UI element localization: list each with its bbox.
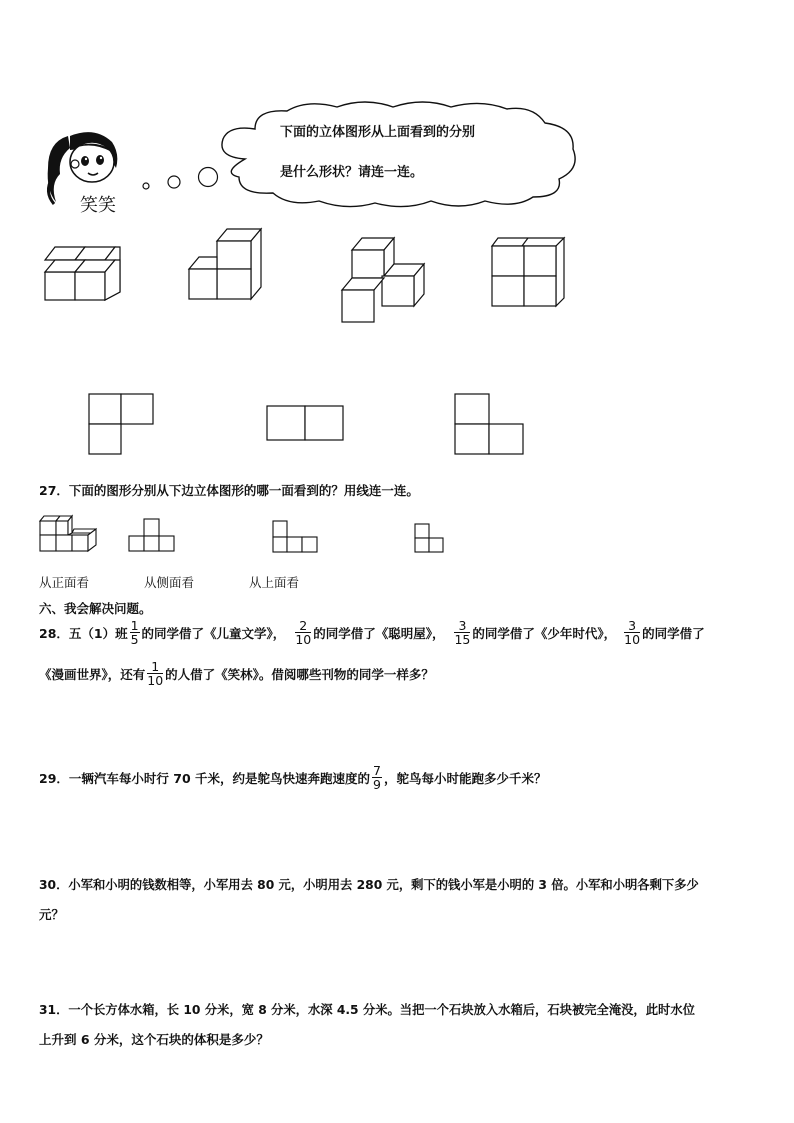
- q27-view-2: [271, 516, 321, 556]
- question-28-line1: [39, 619, 705, 646]
- top-view-3: [453, 392, 525, 457]
- fraction-numerator: 1: [147, 660, 163, 674]
- fraction-denominator: 9: [373, 777, 381, 793]
- question-27: 27．下面的图形分别从下边立体图形的哪一面看到的？用线连一连。: [39, 483, 419, 498]
- q27-solid-figure: [38, 513, 100, 555]
- fraction-numerator: 7: [373, 763, 381, 778]
- solid-figure-1: [40, 242, 130, 302]
- fraction-3-15: [454, 619, 470, 646]
- question-29: [39, 764, 546, 791]
- fraction-denominator: 5: [130, 632, 139, 648]
- section-6-heading: 六、我会解决问题。: [39, 601, 152, 616]
- q28-prefix: 28．五（1）班: [39, 625, 128, 641]
- solid-figure-2: [185, 227, 265, 302]
- fraction-denominator: 10: [295, 632, 312, 648]
- fraction-2-10: [295, 619, 311, 646]
- top-view-1: [87, 392, 157, 457]
- view-label-front: 从正面看: [39, 575, 90, 590]
- q29-text-2: ，鸵鸟每小时能跑多少千米？: [383, 770, 547, 786]
- q29-text-1: 29．一辆汽车每小时行 70 千米，约是鸵鸟快速奔跑速度的: [39, 770, 370, 786]
- fraction-numerator: 3: [624, 619, 640, 633]
- fraction-numerator: 1: [130, 618, 139, 633]
- view-label-side: 从侧面看: [144, 575, 195, 590]
- thought-bubbles: [140, 165, 220, 205]
- q27-view-3: [413, 516, 453, 556]
- q28-text-1: 的同学借了《儿童文学》，: [141, 625, 286, 641]
- question-28-line2: [39, 660, 434, 687]
- q27-view-1: [128, 516, 178, 556]
- q28-text-3: 的同学借了《少年时代》，: [472, 625, 617, 641]
- question-30-line1: 30．小军和小明的钱数相等，小军用去 80 元，小明用去 280 元，剩下的钱小军是小明的 3 倍。小军和小明各剩下多少: [39, 878, 699, 892]
- solid-figure-3: [338, 236, 428, 326]
- fraction-numerator: 2: [295, 619, 311, 633]
- fraction-denominator: 10: [147, 673, 164, 689]
- solid-figure-4: [490, 236, 570, 308]
- question-31-line1: 31．一个长方体水箱，长 10 分米，宽 8 分米，水深 4.5 分米。当把一个石块放入水箱后，石块被完全淹没，此时水位: [39, 1003, 695, 1017]
- fraction-1-5: [130, 619, 140, 646]
- view-label-top: 从上面看: [249, 575, 300, 590]
- fraction-7-9: [372, 764, 382, 791]
- fraction-1-10: [147, 660, 163, 687]
- q28-text-6: 的人借了《笑林》。借阅哪些刊物的同学一样多？: [165, 666, 434, 682]
- girl-label: 笑笑: [80, 195, 116, 216]
- fraction-numerator: 3: [454, 619, 470, 633]
- q28-text-2: 的同学借了《聪明屋》，: [313, 625, 445, 641]
- speech-cloud: [215, 97, 585, 212]
- q28-text-4: 的同学借了: [642, 625, 705, 641]
- question-30-line2: 元？: [39, 907, 65, 922]
- fraction-denominator: 15: [454, 632, 471, 648]
- question-31-line2: 上升到 6 分米，这个石块的体积是多少？: [39, 1032, 269, 1047]
- fraction-denominator: 10: [624, 632, 641, 648]
- cloud-text-line1: 下面的立体图形从上面看到的分别: [280, 125, 476, 140]
- top-view-2: [265, 404, 347, 444]
- cloud-text-line2: 是什么形状？请连一连。: [280, 165, 424, 180]
- fraction-3-10: [624, 619, 640, 646]
- q28-text-5: 《漫画世界》，还有: [39, 666, 146, 682]
